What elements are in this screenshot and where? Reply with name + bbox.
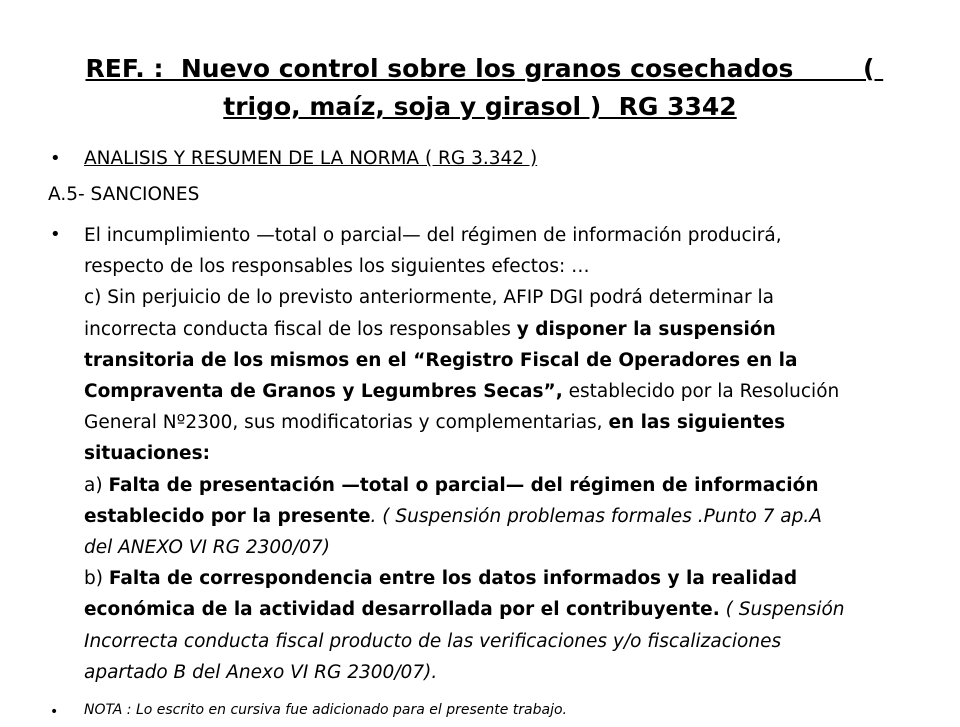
body-text: b) [84, 568, 109, 590]
body-line [84, 314, 934, 345]
body-bold-text: económica de la actividad desarrollada por el contribuyente. [84, 599, 720, 621]
body-line: apartado B del Anexo VI RG 2300/07). [84, 661, 438, 683]
body-text: a) [84, 474, 109, 496]
body-bold-text: Falta de correspondencia entre los datos informados y la realidad [108, 568, 798, 590]
body-bold-text: establecido por la presente [84, 505, 371, 527]
bullet-dot: • [50, 224, 61, 245]
bullet-heading: ANALISIS Y RESUMEN DE LA NORMA ( RG 3.342 ) [84, 148, 538, 169]
body-text: establecido por la Resolución [562, 381, 840, 403]
body-bold-text: Falta de presentación —total o parcial— del régimen de información [108, 474, 819, 496]
body-line: El incumplimiento —total o parcial— del régimen de información producirá, [84, 225, 782, 246]
body-line: Incorrecta conducta fiscal producto de las verificaciones y/o fiscalizaciones [84, 630, 782, 652]
bullet-dot: • [50, 148, 61, 169]
body-line: situaciones: [84, 443, 210, 465]
body-text: General Nº2300, sus modificatorias y complementarias, [84, 412, 609, 434]
body-line: del ANEXO VI RG 2300/07) [84, 537, 330, 559]
body-line [84, 563, 934, 594]
bullet-dot: • [50, 704, 59, 720]
body-line: transitoria de los mismos en el “Registro Fiscal de Operadores en la [84, 349, 798, 371]
body-bold-text: y disponer la suspensión [516, 318, 776, 340]
body-italic-text: ( Suspensión [719, 599, 845, 621]
body-bold-text: Compraventa de Granos y Legumbres Secas”, [84, 381, 563, 403]
body-line [84, 470, 934, 501]
slide-title: REF. : Nuevo control sobre los granos cosechados ( trigo, maíz, soja y girasol ) RG 3342 [85, 54, 884, 121]
body-line [84, 407, 934, 438]
body-bold-text: en las siguientes [608, 412, 786, 434]
body-line [84, 501, 934, 532]
body-line [84, 376, 934, 407]
body-line: respecto de los responsables los siguientes efectos: … [84, 256, 590, 278]
section-label: A.5- SANCIONES [48, 184, 200, 205]
body-paragraph [84, 220, 934, 688]
body-line [84, 594, 934, 625]
footnote: NOTA : Lo escrito en cursiva fue adicionado para el presente trabajo. [84, 702, 567, 718]
body-line: c) Sin perjuicio de lo previsto anteriormente, AFIP DGI podrá determinar la [84, 287, 774, 309]
body-text: incorrecta conducta fiscal de los responsables [84, 318, 517, 340]
body-italic-text: . ( Suspensión problemas formales .Punto 7 ap.A [370, 505, 822, 527]
